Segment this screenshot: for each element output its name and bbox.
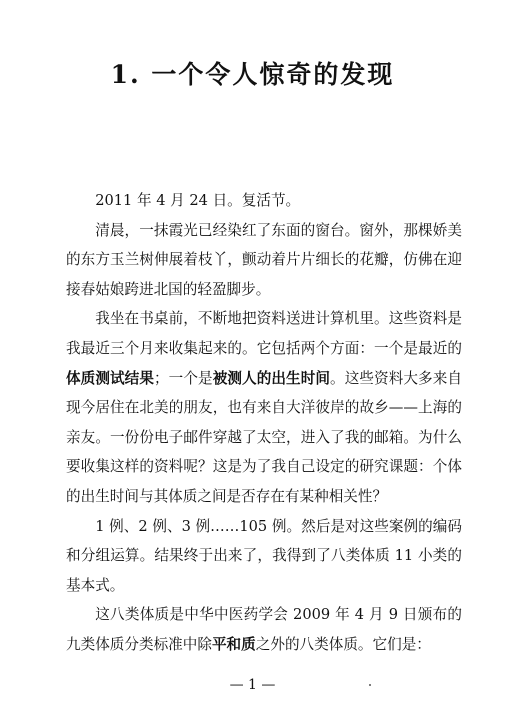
text-segment: 。这些资料大多来自现今居住在北美的朋友，也有来自大洋彼岸的故乡——上海的亲友。一份份电子邮件穿越了太空，进入了我的邮箱。为什么要收集这样的资料呢？这是为了我自己设定的研究课题：个体的出生时间与其体质之间是否存在有某种相关性？ <box>66 369 462 505</box>
page-number: — 1 — <box>229 677 276 693</box>
paragraph-data-collection <box>66 304 462 511</box>
text-segment: 这八类体质是中华中医药学会 2009 年 4 月 9 日颁布的九类体质分类标准中除 <box>66 606 462 653</box>
paragraph-constitution-types <box>66 600 462 659</box>
bold-term-balanced-constitution: 平和质 <box>211 635 256 653</box>
bold-term-constitution-test: 体质测试结果 <box>66 369 155 387</box>
chapter-title: 1. 一个令人惊奇的发现 <box>110 60 395 89</box>
paragraph-morning-scene: 清晨，一抹霞光已经染红了东面的窗台。窗外，那棵娇美的东方玉兰树伸展着枝丫，颤动着片片细长的花瓣，仿佛在迎接春姑娘跨进北国的轻盈脚步。 <box>66 221 462 298</box>
text-segment: 我坐在书桌前，不断地把资料送进计算机里。这些资料是我最近三个月来收集起来的。它包括两个方面：一个是最近的 <box>66 310 462 357</box>
bold-term-birth-time: 被测人的出生时间 <box>212 369 331 387</box>
text-segment: 之外的八类体质。它们是： <box>255 635 431 653</box>
paragraph-results: 1 例、2 例、3 例……105 例。然后是对这些案例的编码和分组运算。结果终于出来了，我得到了八类体质 11 小类的基本式。 <box>66 517 462 594</box>
scan-dot-mark <box>369 684 371 686</box>
body-text <box>66 186 462 660</box>
paragraph-date: 2011 年 4 月 24 日。复活节。 <box>95 192 301 209</box>
text-segment: ；一个是 <box>154 369 213 387</box>
